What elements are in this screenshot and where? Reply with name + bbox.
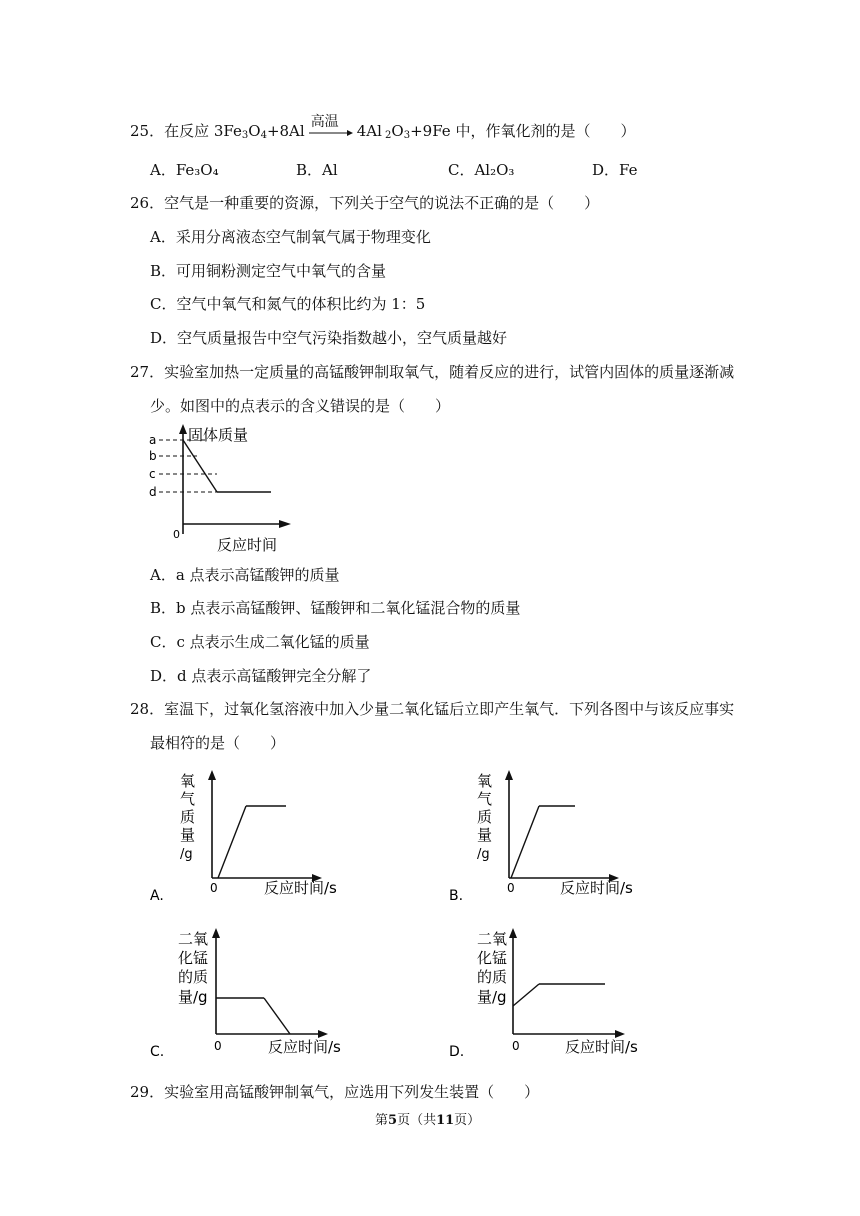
q27-point-d: d <box>149 485 157 499</box>
q27-point-b: b <box>149 449 157 463</box>
graph-c-xlabel: 反应时间/s <box>268 1038 341 1056</box>
graph-d-ylabel-2: 化锰 <box>477 949 508 967</box>
q27-origin: 0 <box>173 528 180 541</box>
q28-graph-a <box>148 766 368 906</box>
q27-graph <box>145 424 305 559</box>
graph-d-ylabel-1: 二氧 <box>477 930 508 948</box>
q25-stem-prefix: 25．在反应 3Fe <box>130 122 242 140</box>
graph-d-label: D. <box>449 1044 465 1060</box>
graph-b-label: B. <box>449 888 464 904</box>
page-number: 5 <box>388 1113 398 1128</box>
q26-option-d: D．空气质量报告中空气污染指数越小，空气质量越好 <box>150 329 508 347</box>
question-26-stem: 26．空气是一种重要的资源，下列关于空气的说法不正确的是（ ） <box>130 194 600 212</box>
arrow-icon <box>309 129 353 137</box>
q27-point-a: a <box>149 433 157 447</box>
graph-b-ylabel-5: /g <box>477 847 490 862</box>
q27-option-a: A．a 点表示高锰酸钾的质量 <box>150 566 340 584</box>
q25-option-b: B．Al <box>296 161 338 179</box>
question-29-stem: 29．实验室用高锰酸钾制氧气，应选用下列发生装置（ ） <box>130 1083 540 1101</box>
question-28-stem-line1: 28．室温下，过氧化氢溶液中加入少量二氧化锰后立即产生氧气．下列各图中与该反应事实 <box>130 700 735 718</box>
graph-a-xlabel: 反应时间/s <box>264 879 337 897</box>
graph-a-label: A. <box>150 888 164 904</box>
q28-graph-d <box>447 924 667 1064</box>
reaction-condition: 高温 <box>310 114 339 130</box>
question-27-stem-line1: 27．实验室加热一定质量的高锰酸钾制取氧气，随着反应的进行，试管内固体的质量逐渐减 <box>130 363 735 381</box>
page-footer <box>375 1109 480 1128</box>
question-25-stem: 25．在反应 $3Fe_3O_4+8Al$ 高温 4Al $_2O_3+9Fe$ 中，作氧化剂的是（ ） <box>130 120 635 141</box>
q26-option-a: A．采用分离液态空气制氧气属于物理变化 <box>150 228 431 246</box>
graph-b-ylabel-4: 量 <box>477 826 493 844</box>
q25-stem-mid: +8Al <box>266 122 305 140</box>
question-27-stem-line2: 少。如图中的点表示的含义错误的是（ ） <box>150 397 451 415</box>
q27-option-d: D．d 点表示高锰酸钾完全分解了 <box>150 667 372 685</box>
q27-point-c: c <box>149 467 156 481</box>
graph-a-ylabel-4: 量 <box>180 826 196 844</box>
graph-c-ylabel-3: 的质 <box>178 968 209 986</box>
graph-a-ylabel-3: 质 <box>180 808 196 826</box>
graph-c-ylabel-1: 二氧 <box>178 930 209 948</box>
reaction-arrow <box>309 114 353 139</box>
footer-suffix: 页） <box>454 1113 481 1128</box>
q26-option-c: C．空气中氧气和氮气的体积比约为 1：5 <box>150 295 426 313</box>
graph-c-ylabel-4: 量/g <box>178 988 208 1006</box>
graph-b-ylabel-2: 气 <box>477 790 493 808</box>
footer-mid: 页（共 <box>397 1113 437 1128</box>
graph-d-ylabel-4: 量/g <box>477 988 507 1006</box>
graph-b-xlabel: 反应时间/s <box>560 879 633 897</box>
q25-option-c: C．Al₂O₃ <box>448 161 515 179</box>
q25-option-a: A．Fe₃O₄ <box>150 161 219 179</box>
graph-c-label: C. <box>150 1044 165 1060</box>
q27-ylabel: 固体质量 <box>188 426 249 444</box>
footer-prefix: 第 <box>375 1113 389 1128</box>
graph-a-ylabel-2: 气 <box>180 790 196 808</box>
graph-b-ylabel-3: 质 <box>477 808 493 826</box>
q27-option-c: C．c 点表示生成二氧化锰的质量 <box>150 633 370 651</box>
graph-c-origin: 0 <box>214 1039 222 1053</box>
graph-b-ylabel-1: 氧 <box>477 772 493 790</box>
graph-d-xlabel: 反应时间/s <box>565 1038 638 1056</box>
q25-option-d: D．Fe <box>592 161 638 179</box>
q28-graph-b <box>447 766 667 906</box>
q27-option-b: B．b 点表示高锰酸钾、锰酸钾和二氧化锰混合物的质量 <box>150 599 521 617</box>
graph-a-ylabel-1: 氧 <box>180 772 196 790</box>
q26-option-b: B．可用铜粉测定空气中氧气的含量 <box>150 262 387 280</box>
graph-d-origin: 0 <box>512 1039 520 1053</box>
graph-d-ylabel-3: 的质 <box>477 968 508 986</box>
question-28-stem-line2: 最相符的是（ ） <box>150 734 286 752</box>
graph-b-origin: 0 <box>507 881 515 895</box>
graph-c-ylabel-2: 化锰 <box>178 949 209 967</box>
graph-a-ylabel-5: /g <box>180 847 193 862</box>
q28-graph-c <box>148 924 368 1064</box>
graph-a-origin: 0 <box>210 881 218 895</box>
q25-stem-suffix: +9Fe 中，作氧化剂的是（ ） <box>410 122 636 140</box>
page-total: 11 <box>436 1113 455 1128</box>
q27-xlabel: 反应时间 <box>217 536 278 554</box>
